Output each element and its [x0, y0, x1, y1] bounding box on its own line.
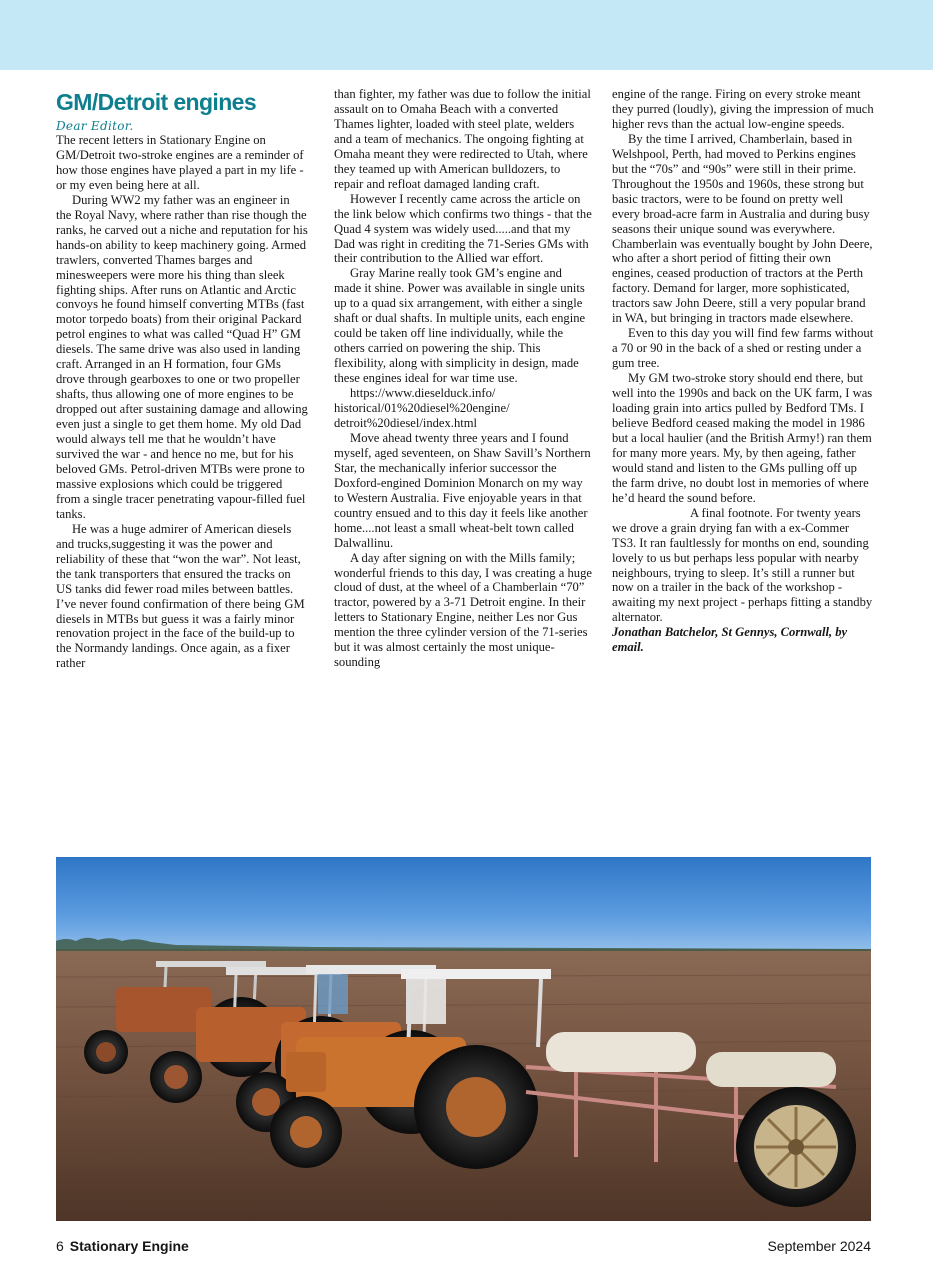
- paragraph: My GM two-stroke story should end there, but well into the 1990s and back on the UK farm, I was loading grain into artics pulled by Bedford TMs. I believe Bedford ceased making the model in 1986 but a local haulier (and the British Army!) ran them for many more years. My, by then ageing, father would stand and listen to the GMs pulling off up the farm drive, no doubt lost in memories of where he’d heard the sound before.: [612, 371, 873, 505]
- issue-date: September 2024: [767, 1238, 871, 1254]
- paragraph: than fighter, my father was due to follow the initial assault on to Omaha Beach with a converted Thames lighter, loaded with steel plate, welders and a team of mechanics. The ongoing fighting at Omaha meant they were redirected to Utah, where they teamed up with American bulldozers, to repair and refloat damaged landing craft.: [334, 87, 591, 191]
- tractor-photo: [56, 857, 871, 1221]
- paragraph: Move ahead twenty three years and I found myself, aged seventeen, on Shaw Savill’s Northern Star, the mechanically inferior successor the Doxford-engined Dominion Monarch on my way to Western Australia. Five enjoyable years in that country ensued and to this day it feels like another home....not least a small wheat-belt town called Dalwallinu.: [334, 430, 591, 550]
- top-color-band: [0, 0, 933, 70]
- paragraph: Gray Marine really took GM’s engine and made it shine. Power was available in single units up to a quad six arrangement, with either a single shaft or dual shafts. In multiple units, each engine could be taken off line individually, while the others carried on powering the ship. This flexibility, along with simplicity in design, made these engines ideal for war time use.: [334, 266, 586, 386]
- article-column-1: [56, 87, 308, 671]
- paragraph: Even to this day you will find few farms without a 70 or 90 in the back of a shed or resting under a gum tree.: [612, 326, 874, 371]
- article-column-2: [334, 87, 592, 670]
- article-title: GM/Detroit engines: [56, 89, 257, 115]
- paragraph: A day after signing on with the Mills family; wonderful friends to this day, I was creating a huge cloud of dust, at the wheel of a Chamberlain “70” tractor, powered by a 3-71 Detroit engine. In their letters to Stationary Engine, neither Les nor Gus mention the three cylinder version of the 71-series but it was almost certainly the most unique-sounding: [334, 550, 592, 670]
- article-column-3: [612, 87, 874, 655]
- paragraph: By the time I arrived, Chamberlain, based in Welshpool, Perth, had moved to Perkins engines but the “70s” and “90s” were still in their prime. Throughout the 1950s and 1960s, these strong but basic tractors, were to be found on pretty well every broad-acre farm in Australia and during busy seasons their unique sound was everywhere. Chamberlain was eventually bought by John Deere, who after a short period of fitting their own engines, ceased production of tractors at the Perth factory. Demand for larger, more sophisticated, tractors saw John Deere, still a very popular brand in WA, but bringing in tractors made elsewhere.: [612, 131, 873, 326]
- paragraph: A final footnote. For twenty years we drove a grain drying fan with a ex-Commer TS3. It ran faultlessly for months on end, sounding lovely to us but perhaps less popular with nearby neighbours, trying to sleep. It’s still a runner but now on a trailer in the back of the workshop - awaiting my next project - perhaps fitting a standby alternator.: [612, 505, 873, 625]
- paragraph: However I recently came across the article on the link below which confirms two things - that the Quad 4 system was widely used.....and that my Dad was right in crediting the 71-Series GMs with their contribution to the Allied war effort.: [334, 191, 592, 266]
- salutation: Dear Editor.: [56, 119, 134, 133]
- paragraph: engine of the range. Firing on every stroke meant they purred (loudly), giving the impression of much higher revs than the actual low-engine speeds.: [612, 87, 874, 131]
- paragraph: He was a huge admirer of American diesels and trucks,suggesting it was the power and reliability of these that “won the war”. Not least, the tank transporters that ensured the tracks on US tanks did fewer road miles between battles. I’ve never found confirmation of there being GM diesels in MTBs but guess it was a fairly minor renovation project in the face of the build-up to the Normandy landings. Once again, as a fixer rather: [56, 521, 305, 671]
- page-footer-left: [56, 1238, 189, 1254]
- paragraph: During WW2 my father was an engineer in the Royal Navy, where rather than rise though the ranks, he carved out a niche and reputation for his hands-on ability to keep machinery going. Armed trawlers, converted Thames barges and minesweepers were more his thing than sleek fighting ships. After runs on Atlantic and Arctic convoys he found himself converting MTBs (fast motor torpedo boats) from their original Packard petrol engines to what was called “Quad H” GM diesels. The same drive was also used in landing craft. Arranged in an H formation, four GMs drove through gearboxes to one or two propeller shafts, thus allowing one of more engines to be dropped out after sustaining damage and allowing even just a single to get them home. My old Dad would always tell me that he wouldn’t have survived the war - and hence no me, but for his beloved GMs. Petrol-driven MTBs were prone to massive explosions which could be triggered from a single tracer penetrating vapour-filled fuel tanks.: [56, 192, 308, 521]
- paragraph: The recent letters in Stationary Engine on GM/Detroit two-stroke engines are a reminder of how those engines have played a part in my life - or my even being here at all.: [56, 133, 304, 192]
- tractor-photo-illustration: [56, 857, 871, 1221]
- url-reference: https://www.dieselduck.info/ historical/01%20diesel%20engine/ detroit%20diesel/index.html: [334, 386, 510, 430]
- letter-signature: Jonathan Batchelor, St Gennys, Cornwall, by email.: [612, 625, 848, 655]
- magazine-name: Stationary Engine: [69, 1238, 189, 1254]
- page-number: 6: [56, 1238, 64, 1254]
